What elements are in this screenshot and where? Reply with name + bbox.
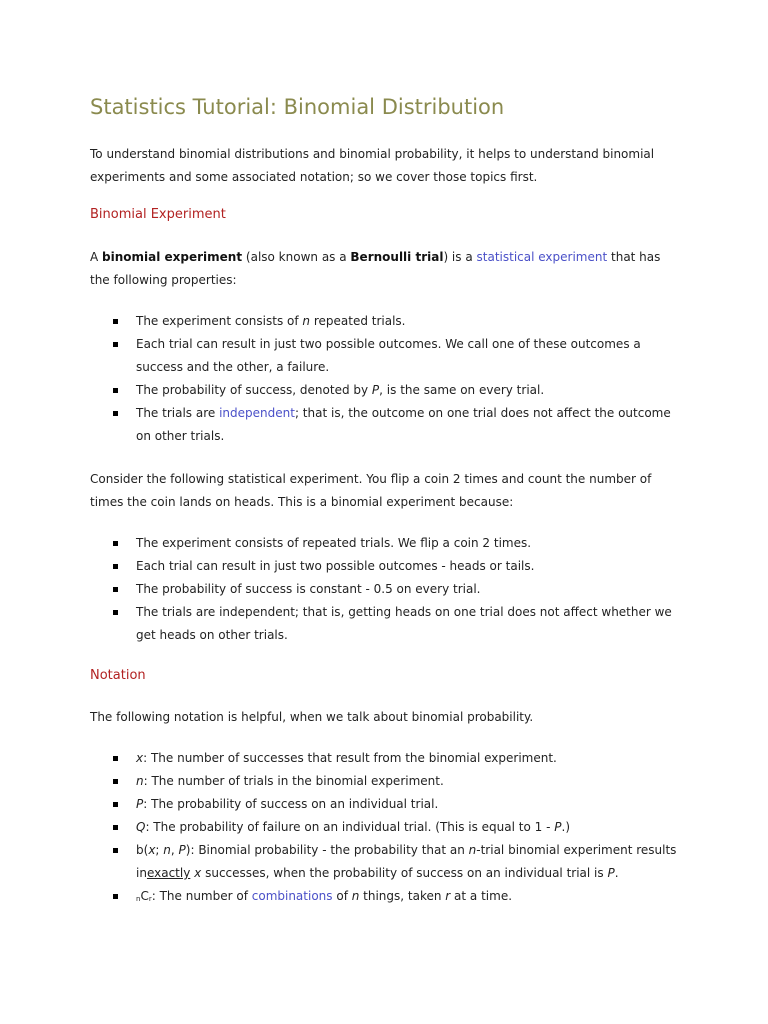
bullet-icon	[113, 825, 118, 830]
text: The probability of success, denoted by	[136, 383, 372, 397]
combination-symbol: C	[140, 889, 149, 903]
list-item	[90, 816, 680, 839]
text: successes, when the probability of success on an individual trial is	[201, 866, 608, 880]
text: .)	[561, 820, 570, 834]
text: things, taken	[359, 889, 446, 903]
text: The experiment consists of	[136, 314, 303, 328]
var-p: P	[371, 383, 380, 397]
text: ; that is, the outcome on one trial does not affect the outcome on other trials.	[136, 406, 671, 443]
heading-notation: Notation	[90, 668, 146, 683]
list-item	[90, 770, 680, 793]
combinations-link[interactable]: combinations	[251, 889, 333, 903]
text: b(	[136, 843, 149, 857]
list-item	[90, 532, 680, 555]
list-item	[90, 402, 680, 448]
var-n: n	[163, 843, 171, 857]
list-item	[90, 747, 680, 770]
text: : The probability of failure on an individual trial. (This is equal to 1 -	[145, 820, 555, 834]
text: (also known as a	[242, 250, 351, 264]
text: at a time.	[450, 889, 513, 903]
text: The trials are independent; that is, getting heads on one trial does not affect whether we get heads on other trials.	[136, 605, 672, 642]
text: A	[90, 250, 103, 264]
var-n: n	[136, 774, 144, 788]
var-p: P	[607, 866, 615, 880]
heading-binomial-experiment: Binomial Experiment	[90, 207, 226, 222]
text: Each trial can result in just two possible outcomes - heads or tails.	[136, 559, 535, 573]
var-p: P	[136, 797, 144, 811]
bullet-icon	[113, 342, 118, 347]
text: that has the following properties:	[90, 250, 661, 287]
var-q: Q	[136, 820, 146, 834]
subscript-n: n	[136, 895, 141, 903]
text: ) is a	[443, 250, 477, 264]
term-binomial-experiment: binomial experiment	[102, 250, 243, 264]
var-p: P	[554, 820, 562, 834]
bullet-icon	[113, 587, 118, 592]
binomial-experiment-paragraph	[90, 246, 680, 292]
text: .	[614, 866, 619, 880]
text: of	[332, 889, 352, 903]
properties-list	[90, 310, 680, 448]
text: Each trial can result in just two possible outcomes. We call one of these outcomes a success and the other, a failure.	[136, 337, 641, 374]
list-item	[90, 601, 680, 647]
term-bernoulli-trial: Bernoulli trial	[350, 250, 444, 264]
list-item	[90, 885, 680, 908]
notation-list	[90, 747, 680, 908]
bullet-icon	[113, 411, 118, 416]
text: , is the same on every trial.	[379, 383, 545, 397]
coin-example-list	[90, 532, 680, 647]
coin-example-paragraph: Consider the following statistical experiment. You flip a coin 2 times and count the number of times the coin lands on heads. This is a binomial experiment because:	[90, 472, 652, 509]
bullet-icon	[113, 848, 118, 853]
bullet-icon	[113, 894, 118, 899]
bullet-icon	[113, 756, 118, 761]
text: The experiment consists of repeated trials. We flip a coin 2 times.	[136, 536, 532, 550]
subscript-r: r	[148, 895, 152, 903]
bullet-icon	[113, 388, 118, 393]
text: The probability of success is constant - 0.5 on every trial.	[136, 582, 481, 596]
text: ): Binomial probability - the probability that an	[185, 843, 469, 857]
var-x: x	[194, 866, 202, 880]
text: ;	[155, 843, 164, 857]
var-n: n	[468, 843, 477, 857]
list-item	[90, 310, 680, 333]
list-item	[90, 793, 680, 816]
var-r: r	[445, 889, 451, 903]
bullet-icon	[113, 610, 118, 615]
bullet-icon	[113, 779, 118, 784]
list-item	[90, 555, 680, 578]
text: : The number of	[151, 889, 252, 903]
text: : The number of trials in the binomial experiment.	[143, 774, 444, 788]
text: The trials are	[136, 406, 220, 420]
intro-paragraph: To understand binomial distributions and binomial probability, it helps to understand binomial experiments and some associated notation; so we cover those topics first.	[90, 147, 655, 184]
bullet-icon	[113, 564, 118, 569]
var-x: x	[148, 843, 156, 857]
text: ,	[170, 843, 179, 857]
text: : The probability of success on an individual trial.	[143, 797, 439, 811]
bullet-icon	[113, 541, 118, 546]
bullet-icon	[113, 319, 118, 324]
list-item	[90, 379, 680, 402]
var-p: P	[178, 843, 186, 857]
statistical-experiment-link[interactable]: statistical experiment	[476, 250, 608, 264]
text: : The number of successes that result from the binomial experiment.	[143, 751, 557, 765]
independent-link[interactable]: independent	[219, 406, 295, 420]
list-item	[90, 333, 680, 379]
text: -trial binomial experiment results in	[136, 843, 677, 880]
bullet-icon	[113, 802, 118, 807]
text: repeated trials.	[310, 314, 406, 328]
list-item	[90, 839, 680, 885]
var-n: n	[351, 889, 360, 903]
list-item	[90, 578, 680, 601]
notation-paragraph: The following notation is helpful, when we talk about binomial probability.	[90, 710, 534, 724]
page-title: Statistics Tutorial: Binomial Distribution	[90, 95, 505, 119]
var-x: x	[136, 751, 144, 765]
var-n: n	[302, 314, 311, 328]
underlined-exactly: exactly	[146, 866, 191, 880]
